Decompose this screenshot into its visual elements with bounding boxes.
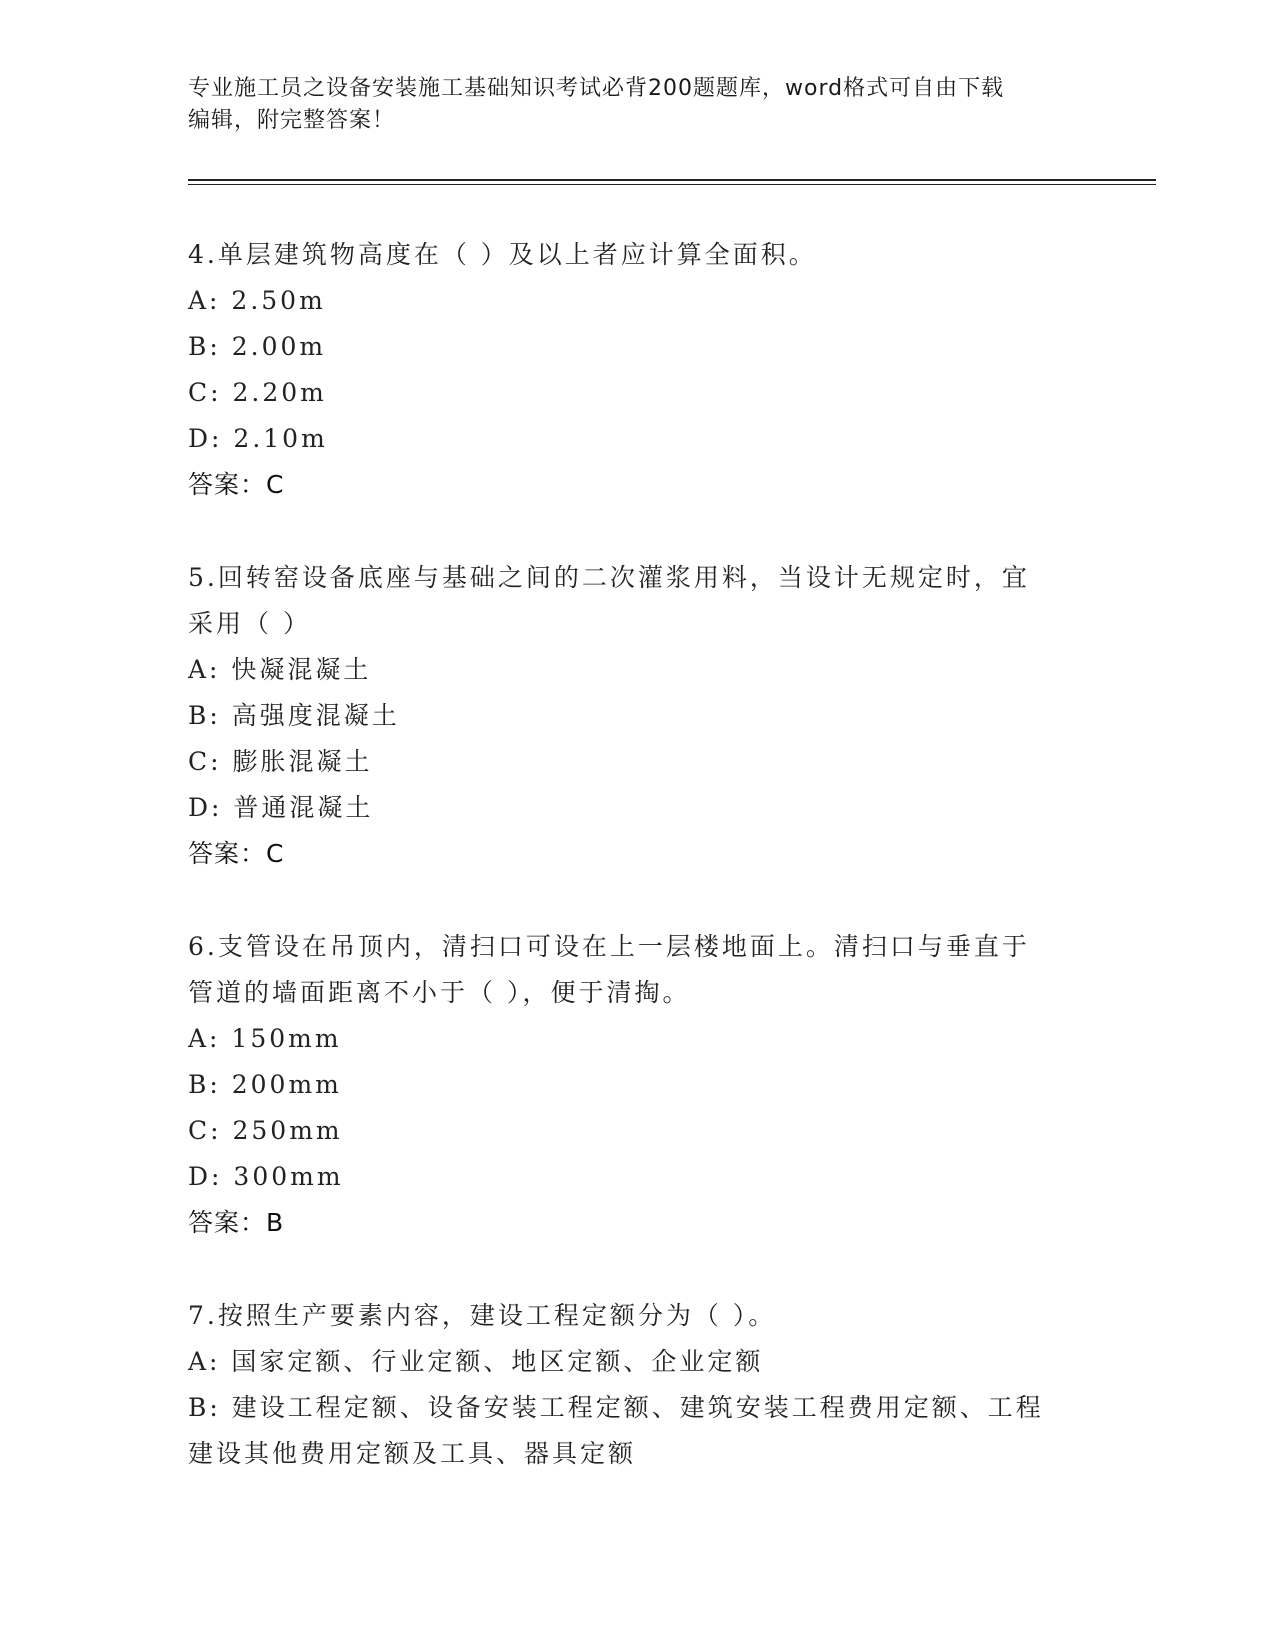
option-a: A: 150mm: [188, 1024, 342, 1053]
option-c: C: 250mm: [188, 1116, 343, 1145]
option-c: C: 2.20m: [188, 378, 327, 407]
question-6: [188, 924, 1088, 1246]
question-stem-continued: 管道的墙面距离不小于（ ），便于清掏。: [188, 978, 691, 1007]
question-stem-continued: 采用（ ）: [188, 609, 311, 638]
answer-label: 答案：C: [188, 839, 285, 868]
question-4: [188, 232, 1088, 508]
option-b: B: 高强度混凝土: [188, 701, 400, 730]
answer-label: 答案：C: [188, 470, 285, 499]
option-b: B: 建设工程定额、设备安装工程定额、建筑安装工程费用定额、工程: [188, 1393, 1044, 1422]
document-header: [188, 73, 1088, 137]
question-7: [188, 1293, 1088, 1477]
question-stem: 4.单层建筑物高度在（ ）及以上者应计算全面积。: [188, 240, 817, 269]
option-a: A: 快凝混凝土: [188, 655, 372, 684]
question-list: [188, 232, 1088, 1524]
option-d: D: 2.10m: [188, 424, 328, 453]
question-stem: 5.回转窑设备底座与基础之间的二次灌浆用料，当设计无规定时，宜: [188, 563, 1030, 592]
question-stem: 6.支管设在吊顶内，清扫口可设在上一层楼地面上。清扫口与垂直于: [188, 932, 1030, 961]
header-line-2: 编辑，附完整答案！: [188, 108, 396, 133]
answer-label: 答案：B: [188, 1208, 285, 1237]
option-a: A: 国家定额、行业定额、地区定额、企业定额: [188, 1347, 764, 1376]
question-5: [188, 555, 1088, 877]
question-stem: 7.按照生产要素内容，建设工程定额分为（ ）。: [188, 1301, 777, 1330]
option-b: B: 2.00m: [188, 332, 327, 361]
header-line-1: 专业施工员之设备安装施工基础知识考试必背200题题库，word格式可自由下载: [188, 76, 1005, 101]
option-d: D: 300mm: [188, 1162, 344, 1191]
option-d: D: 普通混凝土: [188, 793, 374, 822]
header-divider-bottom: [188, 184, 1156, 185]
option-b: B: 200mm: [188, 1070, 342, 1099]
option-c: C: 膨胀混凝土: [188, 747, 373, 776]
option-b-continued: 建设其他费用定额及工具、器具定额: [188, 1439, 637, 1468]
header-divider-top: [188, 179, 1156, 181]
option-a: A: 2.50m: [188, 286, 326, 315]
